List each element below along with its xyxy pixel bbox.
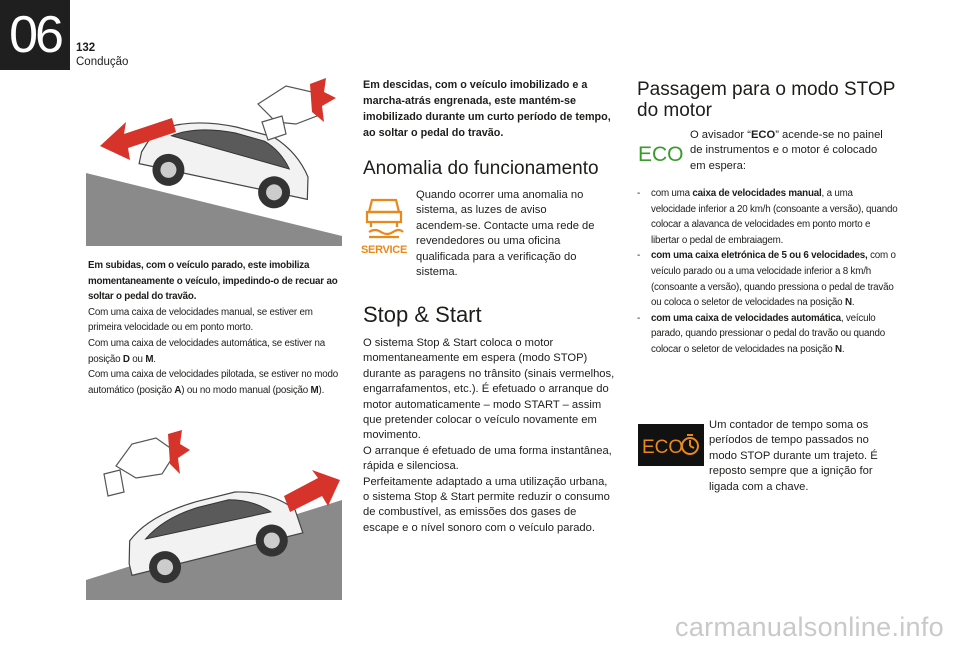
caption-automatic xyxy=(88,336,342,367)
pos-m: M xyxy=(145,353,154,365)
page-number: 132 xyxy=(76,42,96,54)
downhill-intro: Em descidas, com o veículo imobilizado e a marcha-atrás engrenada, este mantém-se imobilizado durante um curto período de tempo, ao soltar o pedal do travão. xyxy=(363,79,611,139)
list-item-post: com o veículo parado ou a uma velocidade inferior a 8 km/h (consoante a versão), quando pressiona o pedal de travão ou coloca o seletor de velocidades na posição xyxy=(651,250,896,309)
eco-intro xyxy=(690,128,885,174)
list-item-post: , veículo parado, quando pressionar o pedal do travão ou quando colocar o seletor de velocidades na posição xyxy=(651,312,885,355)
list-item-tail-bold: N xyxy=(835,343,842,355)
stop-start-heading: Stop & Start xyxy=(363,302,482,327)
uphill-caption xyxy=(88,258,342,398)
anomalia-text: Quando ocorrer uma anomalia no sistema, as luzes de aviso acendem-se. Contacte uma rede de revendedores ou uma oficina qualificada para a verificação do sistema. xyxy=(416,189,595,279)
stop-start-paragraph-1: O sistema Stop & Start coloca o motor momentaneamente em espera (modo STOP) durante as paragens no trânsito (sinais vermelhos, engarrafamentos, etc.). É efetuado o arranque do motor automaticamente – modo START – assim que pretender colocar o veículo novamente em movimento. xyxy=(363,337,615,442)
list-item-tail-bold: N xyxy=(844,297,852,309)
list-item-pre: com uma xyxy=(651,188,693,199)
anomalia-heading: Anomalia do funcionamento xyxy=(363,158,599,179)
list-item-post: , a uma velocidade inferior a 20 km/h (consoante a versão), quando colocar a alavanca de velocidades em ponto morto e libertar o pedal de embraiagem. xyxy=(651,188,898,246)
list-item-tail: . xyxy=(841,343,845,355)
caption-pilotada-mid: ) ou no modo manual (posição xyxy=(181,384,311,396)
list-item xyxy=(637,248,899,310)
passagem-heading: Passagem para o modo STOP do motor xyxy=(637,79,896,121)
chapter-tab: 06 xyxy=(0,0,70,70)
eco-inline-label: ECO xyxy=(750,129,776,141)
pos-d: D xyxy=(122,353,130,365)
list-item xyxy=(637,311,899,358)
dot: . xyxy=(153,353,156,365)
eco-intro-start: O avisador “ xyxy=(690,129,751,141)
eco-warning-icon xyxy=(638,142,684,164)
arrow-up-down-icon xyxy=(168,430,190,474)
downhill-illustration xyxy=(86,430,342,600)
ou-text: ou xyxy=(129,353,146,365)
stop-start-paragraph-2: O arranque é efetuado de uma forma instantânea, rápida e silenciosa. xyxy=(363,444,612,473)
eco-intro-end: ” acende-se no painel de instrumentos e o motor é colocado em espera: xyxy=(690,129,883,172)
uphill-caption-bold: Em subidas, com o veículo parado, este imobiliza momentaneamente o veículo, impedindo-o de recuar ao soltar o pedal do travão. xyxy=(88,260,338,303)
section-title: Condução xyxy=(76,56,129,68)
foot-pedal-icon xyxy=(104,438,176,496)
caption-automatic-text: Com uma caixa de velocidades automática, se estiver na posição xyxy=(88,337,325,365)
caption-manual: Com uma caixa de velocidades manual, se estiver em primeira velocidade ou em ponto morto. xyxy=(88,306,313,334)
eco-icon-text: ECO xyxy=(638,143,684,164)
list-item xyxy=(637,186,899,248)
list-item-bold: com uma caixa eletrónica de 5 ou 6 velocidades, xyxy=(651,250,868,262)
caption-pilotada xyxy=(88,367,342,398)
list-item-tail: . xyxy=(851,297,855,309)
list-item-bold: caixa de velocidades manual xyxy=(692,188,822,199)
stop-start-paragraph-3: Perfeitamente adaptado a uma utilização urbana, o sistema Stop & Start permite reduzir o consumo de combustível, as emissões dos gases de escape e o nível sonoro com o veículo parado. xyxy=(363,475,610,534)
list-item-bold: com uma caixa de velocidades automática xyxy=(651,312,841,324)
service-label: SERVICE xyxy=(361,244,407,256)
eco-timer-text: ECO xyxy=(642,437,684,458)
eco-timer-icon xyxy=(638,424,704,466)
uphill-illustration xyxy=(86,78,342,246)
eco-counter-icon-box xyxy=(638,424,704,466)
pos-m-2: M xyxy=(310,384,319,396)
caption-pilotada-end: ). xyxy=(318,384,325,396)
watermark: carmanualsonline.info xyxy=(675,612,944,642)
pos-a: A xyxy=(174,384,182,396)
stop-conditions-list xyxy=(637,186,899,358)
timer-text: Um contador de tempo soma os períodos de tempo passados no modo STOP durante um trajeto. É reposto sempre que a ignição for ligada com a chave. xyxy=(709,419,878,493)
stop-start-text xyxy=(363,336,615,536)
caption-pilotada-text: Com uma caixa de velocidades pilotada, se estiver no modo automático (posição xyxy=(88,369,338,396)
